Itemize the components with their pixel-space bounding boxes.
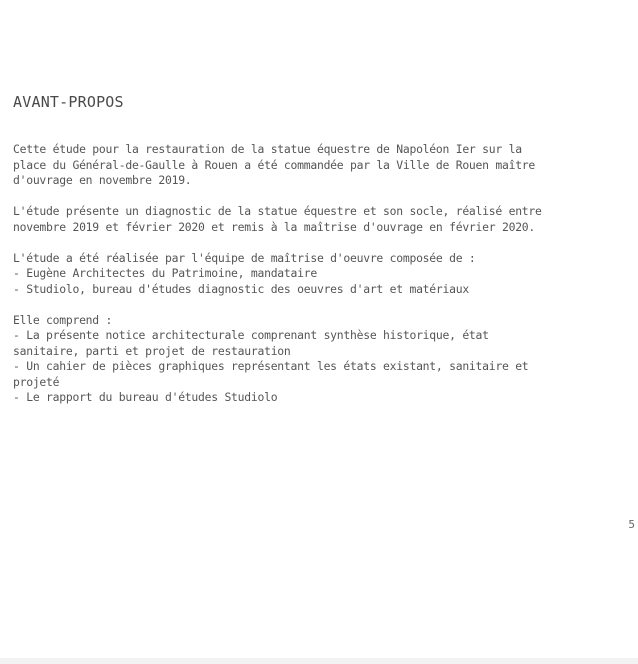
paragraph-contents xyxy=(13,313,593,406)
list-item-continuation: projeté xyxy=(13,374,60,389)
paragraph-intro xyxy=(13,142,593,189)
list-item: - Le rapport du bureau d'études Studiolo xyxy=(13,390,278,404)
text-line: d'ouvrage en novembre 2019. xyxy=(13,173,192,187)
paragraph-team xyxy=(13,251,593,298)
page-number: 5 xyxy=(628,518,635,531)
list-item: - La présente notice architecturale comprenant synthèse historique, état xyxy=(13,328,489,342)
list-item: - Eugène Architectes du Patrimoine, mandataire xyxy=(13,266,317,280)
section-title: AVANT-PROPOS xyxy=(13,93,124,111)
paragraph-diagnostic xyxy=(13,204,593,235)
footer-band xyxy=(0,658,638,664)
text-line: novembre 2019 et février 2020 et remis à la maîtrise d'ouvrage en février 2020. xyxy=(13,219,536,234)
text-line: place du Général-de-Gaulle à Rouen a été commandée par la Ville de Rouen maître xyxy=(13,157,536,172)
list-item-continuation: sanitaire, parti et projet de restauration xyxy=(13,343,291,358)
text-line: Elle comprend : xyxy=(13,312,113,327)
text-line: L'étude a été réalisée par l'équipe de maîtrise d'oeuvre composée de : xyxy=(13,250,476,265)
list-item: - Un cahier de pièces graphiques représentant les états existant, sanitaire et xyxy=(13,359,529,373)
text-line: L'étude présente un diagnostic de la statue équestre et son socle, réalisé entre xyxy=(13,204,542,218)
text-line: Cette étude pour la restauration de la statue équestre de Napoléon Ier sur la xyxy=(13,142,522,156)
body-text xyxy=(13,142,593,421)
list-item: - Studiolo, bureau d'études diagnostic des oeuvres d'art et matériaux xyxy=(13,281,469,296)
